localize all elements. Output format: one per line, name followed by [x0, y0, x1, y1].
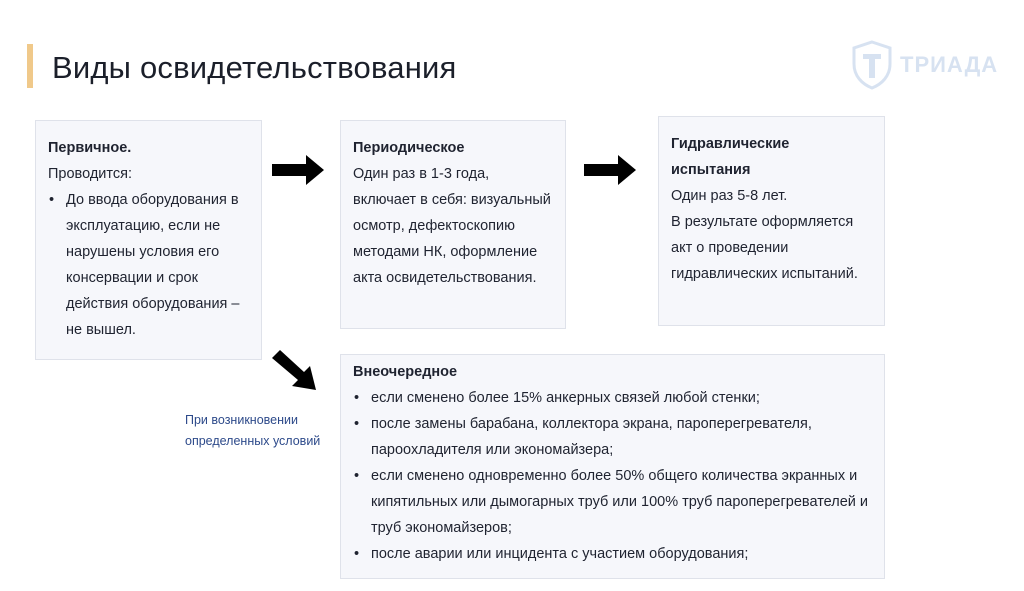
card-primary-title: Первичное.	[48, 140, 132, 156]
list-item: • после аварии или инцидента с участием оборудования;	[353, 541, 872, 567]
card-extraordinary-list	[353, 385, 872, 567]
card-hydraulic-line2: В результате оформляется акт о проведении гидравлических испытаний.	[671, 214, 858, 282]
card-hydraulic	[658, 116, 885, 326]
condition-note: При возникновении определенных условий	[185, 413, 321, 448]
list-item: • после замены барабана, коллектора экрана, пароперегревателя, пароохладителя или экономайзера;	[353, 411, 872, 463]
list-item: • если сменено одновременно более 50% общего количества экранных и кипятильных или дымогарных труб или 100% труб пароперегревателей и труб экономайзеров;	[353, 463, 872, 541]
arrow-down-right-icon	[268, 350, 320, 394]
card-primary-list	[48, 187, 249, 343]
title-accent-bar	[27, 44, 33, 88]
arrow-right-icon	[272, 155, 324, 185]
card-periodic	[340, 120, 566, 329]
list-item: • До ввода оборудования в эксплуатацию, если не нарушены условия его консервации и срок действия оборудования – не вышел.	[48, 187, 249, 343]
logo-text: ТРИАДА	[900, 52, 999, 77]
arrow-right-icon	[584, 155, 636, 185]
card-extraordinary	[340, 354, 885, 579]
logo	[850, 40, 998, 90]
card-periodic-title: Периодическое	[353, 140, 465, 156]
card-hydraulic-title: Гидравлические испытания	[671, 136, 790, 178]
list-item: • если сменено более 15% анкерных связей любой стенки;	[353, 385, 872, 411]
card-primary-subtitle: Проводится:	[48, 166, 133, 182]
shield-logo-icon	[850, 40, 894, 90]
card-extraordinary-title: Внеочередное	[353, 364, 458, 380]
card-periodic-body: Один раз в 1-3 года, включает в себя: визуальный осмотр, дефектоскопию методами НК, оформление акта освидетельствования.	[353, 166, 551, 286]
page-title: Виды освидетельствования	[52, 50, 457, 85]
card-hydraulic-line1: Один раз 5-8 лет.	[671, 188, 788, 204]
card-primary	[35, 120, 262, 360]
